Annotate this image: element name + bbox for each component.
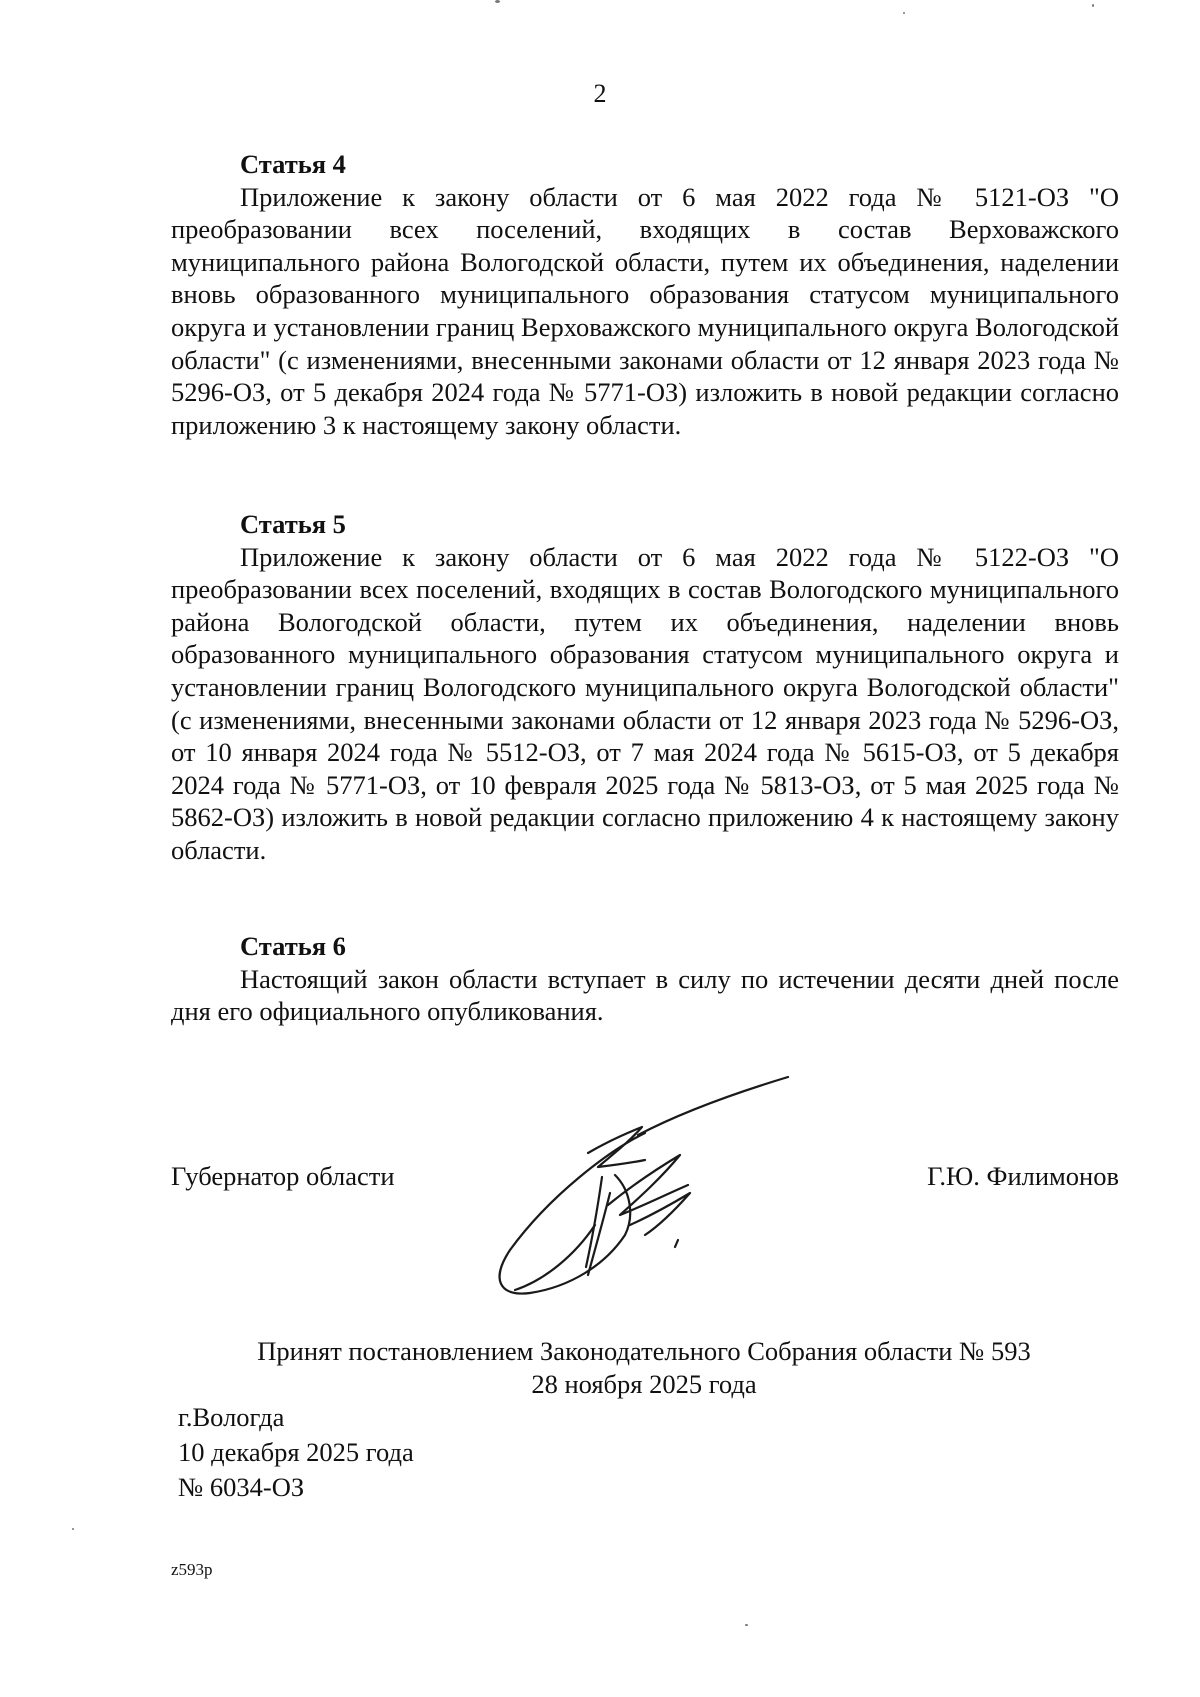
city: г.Вологда <box>178 1402 285 1432</box>
page-number: 2 <box>593 79 607 108</box>
signature-stroke <box>515 1225 595 1290</box>
scan-speck <box>745 1624 748 1626</box>
handwritten-signature <box>490 1075 820 1305</box>
signature-stroke <box>675 1240 678 1247</box>
article-6 <box>171 930 1119 1028</box>
article-text: Приложение к закону области от 6 мая 2022 года № 5122-ОЗ "О преобразовании всех поселений, входящих в состав Вологодского муниципального района Вологодской области, путем их объединения, наделении вновь образованного муниципального образования статусом муниципального округа и установлении границ Вологодского муниципального округа Вологодской области" (с изменениями, внесенными законами области от 12 января 2023 года № 5296-ОЗ, от 10 января 2024 года № 5512-ОЗ, от 7 мая 2024 года № 5615-ОЗ, от 5 декабря 2024 года № 5771-ОЗ, от 10 февраля 2025 года № 5813-ОЗ, от 5 мая 2025 года № 5862-ОЗ) изложить в новой редакции согласно приложению 4 к настоящему закону области. <box>171 541 1119 865</box>
adoption-note <box>0 1335 1200 1401</box>
article-text: Приложение к закону области от 6 мая 2022 года № 5121-ОЗ "О преобразовании всех поселений, входящих в состав Верховажского муниципального района Вологодской области, путем их объединения, наделении вновь образованного муниципального образования статусом муниципального округа и установлении границ Верховажского муниципального округа Вологодской области" (с изменениями, внесенными законами области от 12 января 2023 года № 5296-ОЗ, от 5 декабря 2024 года № 5771-ОЗ) изложить в новой редакции согласно приложению 3 к настоящему закону области. <box>171 181 1119 440</box>
article-4 <box>171 148 1119 441</box>
article-heading: Статья 5 <box>240 509 346 539</box>
article-heading: Статья 4 <box>240 149 346 179</box>
signature-stroke <box>588 1127 645 1167</box>
signature-stroke <box>630 1193 690 1235</box>
signer-title: Губернатор области <box>171 1161 395 1191</box>
scan-speck <box>495 0 500 3</box>
scan-speck <box>72 1528 74 1530</box>
article-text: Настоящий закон области вступает в силу по истечении десяти дней после дня его официального опубликования. <box>171 963 1119 1027</box>
article-5 <box>171 508 1119 867</box>
scan-speck <box>1092 4 1094 7</box>
signer-name: Г.Ю. Филимонов <box>927 1161 1119 1191</box>
law-number: № 6034-ОЗ <box>178 1472 305 1502</box>
adoption-line-1: Принят постановлением Законодательного Собрания области № 593 <box>257 1336 1031 1366</box>
document-code: z593p <box>171 1560 213 1579</box>
signing-date: 10 декабря 2025 года <box>178 1437 414 1467</box>
signature-stroke <box>638 1077 788 1135</box>
adoption-line-2: 28 ноября 2025 года <box>531 1369 757 1399</box>
scan-speck <box>903 12 905 14</box>
article-heading: Статья 6 <box>240 931 346 961</box>
place-and-date <box>178 1400 414 1505</box>
